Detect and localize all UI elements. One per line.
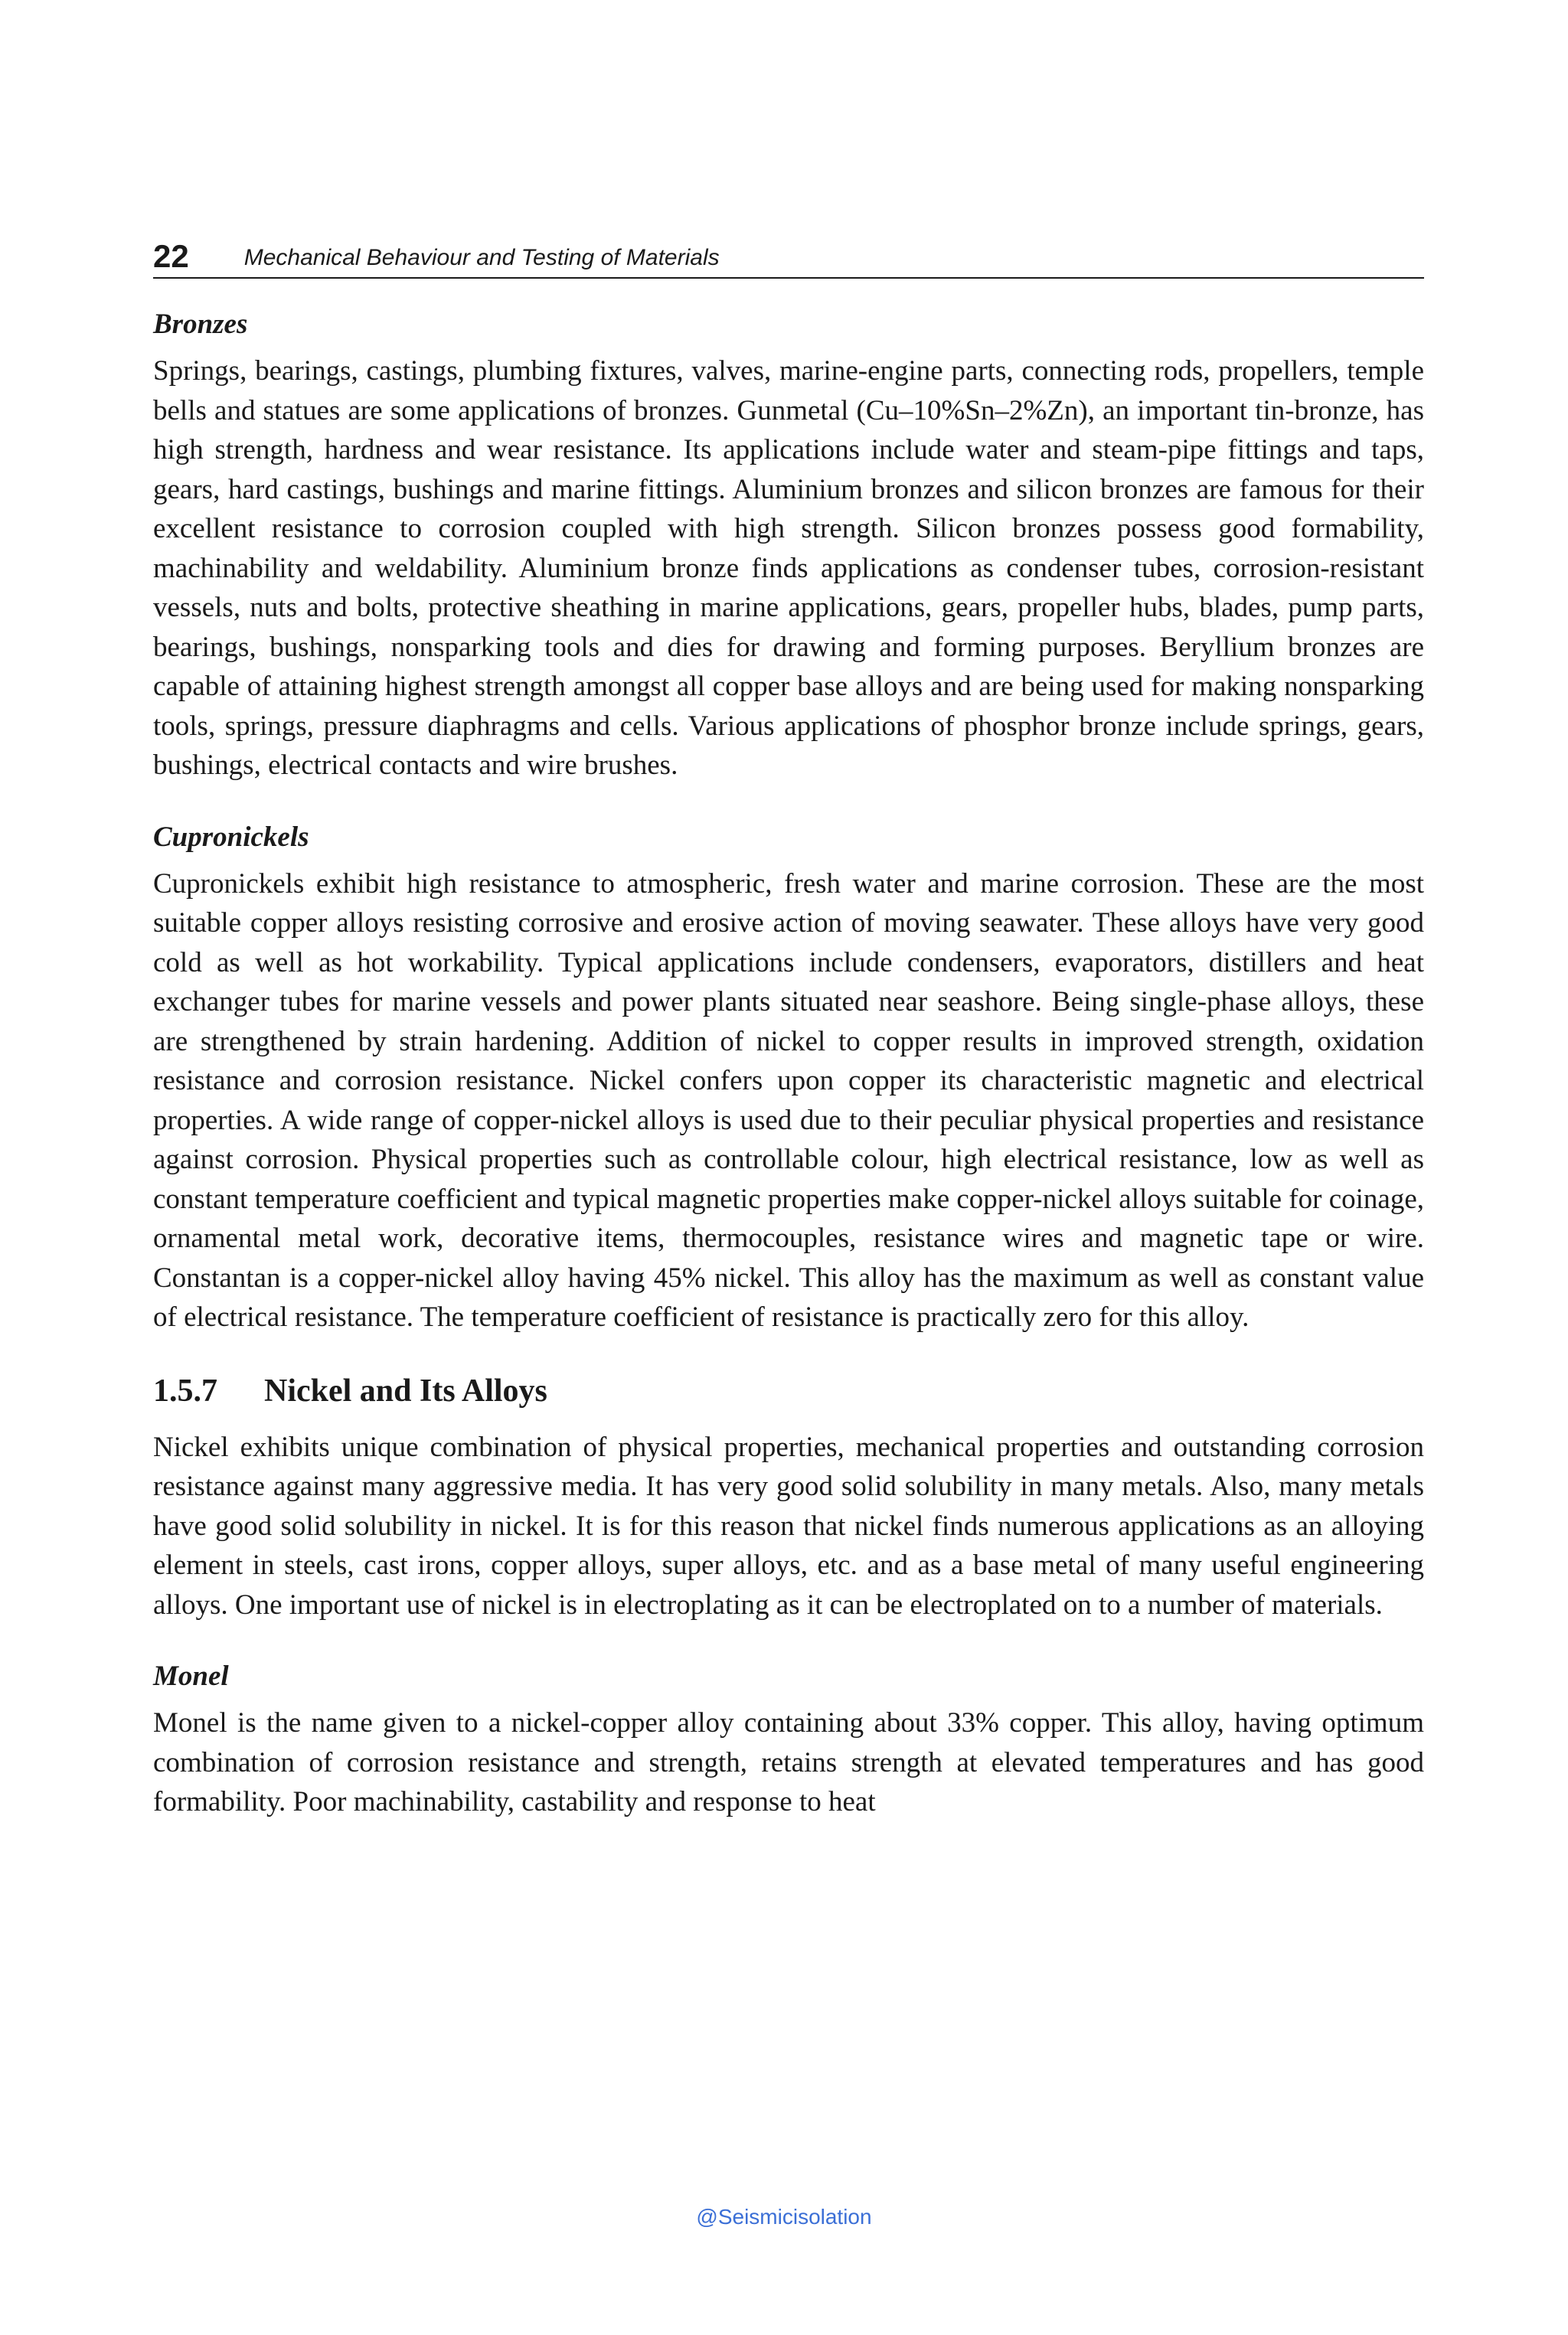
book-title: Mechanical Behaviour and Testing of Materials <box>243 245 720 270</box>
page-content <box>153 305 1424 1822</box>
paragraph-cupronickels: Cupronickels exhibit high resistance to atmospheric, fresh water and marine corrosion. These are the most suitable copper alloys resisting corrosive and erosive action of moving seawater. These alloys have very good cold as well as hot workability. Typical applications include condensers, evaporators, distillers and heat exchanger tubes for marine vessels and power plants situated near seashore. Being single-phase alloys, these are strengthened by strain hardening. Addition of nickel to copper results in improved strength, oxidation resistance and corrosion resistance. Nickel confers upon copper its characteristic magnetic and electrical properties. A wide range of copper-nickel alloys is used due to their peculiar physical properties and resistance against corrosion. Physical properties such as controllable colour, high electrical resistance, low as well as constant temperature coefficient and typical magnetic properties make copper-nickel alloys suitable for coinage, ornamental metal work, decorative items, thermocouples, resistance wires and magnetic tape or wire. Constantan is a copper-nickel alloy having 45% nickel. This alloy has the maximum as well as constant value of electrical resistance. The temperature coefficient of resistance is practically zero for this alloy. <box>153 867 1424 1333</box>
subheading-monel: Monel <box>153 1661 229 1692</box>
section-title: Nickel and Its Alloys <box>264 1373 547 1409</box>
subheading-cupronickels: Cupronickels <box>153 821 309 853</box>
page-number: 22 <box>153 238 189 274</box>
book-page <box>153 0 1424 2335</box>
paragraph-nickel: Nickel exhibits unique combination of physical properties, mechanical properties and outstanding corrosion resistance against many aggressive media. It has very good solid solubility in many metals. Also, many metals have good solid solubility in nickel. It is for this reason that nickel finds numerous applications as an alloying element in steels, cast irons, copper alloys, super alloys, etc. and as a base metal of many useful engineering alloys. One important use of nickel is in electroplating as it can be electroplated on to a number of materials. <box>153 1431 1424 1621</box>
section-heading-nickel <box>153 1370 1424 1412</box>
subheading-bronzes: Bronzes <box>153 309 248 340</box>
section-number: 1.5.7 <box>153 1373 217 1409</box>
paragraph-bronzes: Springs, bearings, castings, plumbing fixtures, valves, marine-engine parts, connecting rods, propellers, temple bells and statues are some applications of bronzes. Gunmetal (Cu–10%Sn–2%Zn), an important tin-bronze, has high strength, hardness and wear resistance. Its applications include water and steam-pipe fittings and taps, gears, hard castings, bushings and marine fittings. Aluminium bronzes and silicon bronzes are famous for their excellent resistance to corrosion coupled with high strength. Silicon bronzes possess good formability, machinability and weldability. Aluminium bronze finds applications as condenser tubes, corrosion-resistant vessels, nuts and bolts, protective sheathing in marine applications, gears, propeller hubs, blades, pump parts, bearings, bushings, nonsparking tools and dies for drawing and forming purposes. Beryllium bronzes are capable of attaining highest strength amongst all copper base alloys and are being used for making nonsparking tools, springs, pressure diaphragms and cells. Various applications of phosphor bronze include springs, gears, bushings, electrical contacts and wire brushes. <box>153 355 1424 781</box>
paragraph-monel: Monel is the name given to a nickel-copper alloy containing about 33% copper. This alloy, having optimum combination of corrosion resistance and strength, retains strength at elevated temperatures and has good formability. Poor machinability, castability and response to heat <box>153 1707 1424 1817</box>
watermark: @Seismicisolation <box>696 2205 872 2229</box>
running-header <box>153 230 1424 279</box>
